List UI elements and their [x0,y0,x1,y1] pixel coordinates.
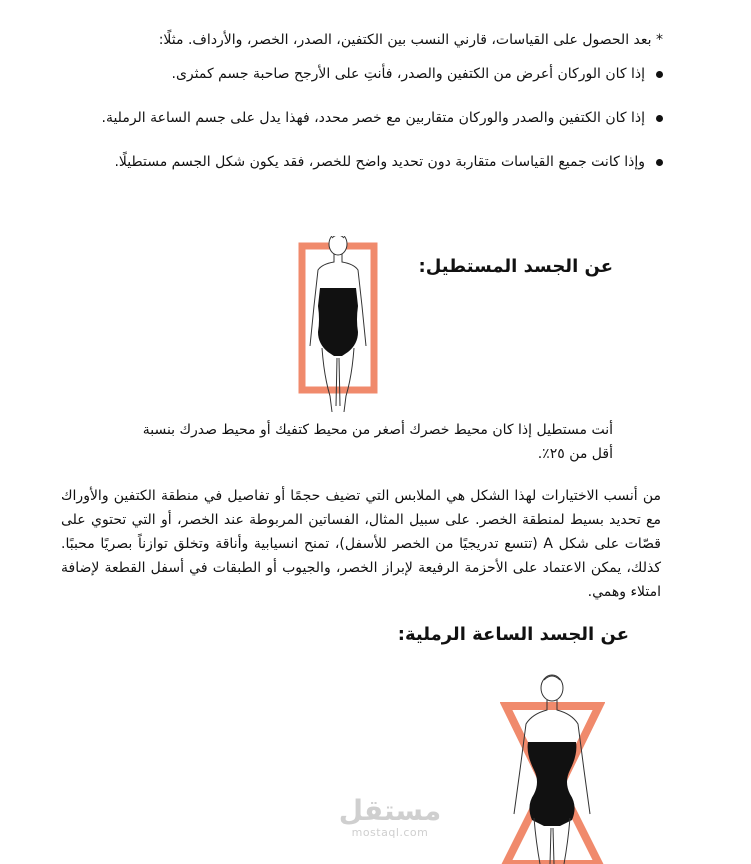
watermark-url: mostaql.com [351,826,429,839]
rectangle-advice: من أنسب الاختيارات لهذا الشكل هي الملابس التي تضيف حجمًا أو تفاصيل في منطقة الكتفين والأوراك مع تحديد بسيط لمنطقة الخصر. على سبيل المثال، الفساتين المربوطة عند الخصر، أو التي تحتوي على قصّات على شكل A (تتسع تدريجيًا من الخصر للأسفل)، تمنح انسيابية وأناقة وتخلق توازناً بصريًا محببًا. كذلك، يمكن الاعتماد على الأحزمة الرفيعة لإبراز الخصر، والجيوب أو الطبقات في أسفل القطعة لإضافة امتلاء وهمي. [61,488,662,600]
hourglass-body-shape-illustration [500,674,605,864]
hourglass-heading: عن الجسد الساعة الرملية: [397,624,629,645]
list-item: وإذا كانت جميع القياسات متقاربة دون تحديد واضح للخصر، فقد يكون شكل الجسم مستطيلًا. [85,150,645,174]
rectangle-description: أنت مستطيل إذا كان محيط خصرك أصغر من محيط كتفيك أو محيط صدرك بنسبة أقل من ٢٥٪. [142,422,613,462]
rectangle-heading: عن الجسد المستطيل: [418,256,613,277]
list-item: إذا كان الوركان أعرض من الكتفين والصدر، فأنتِ على الأرجح صاحبة جسم كمثرى. [85,62,645,86]
watermark-logo-text: مستقل [338,794,442,827]
site-watermark [330,796,450,840]
intro-text: * بعد الحصول على القياسات، قارني النسب بين الكتفين، الصدر، الخصر، والأرداف. مثلًا: [158,32,663,48]
rectangle-body-shape-illustration [298,236,378,414]
list-item: إذا كان الكتفين والصدر والوركان متقاربين مع خصر محدد، فهذا يدل على جسم الساعة الرملية. [85,106,645,130]
comparison-list [85,62,663,174]
